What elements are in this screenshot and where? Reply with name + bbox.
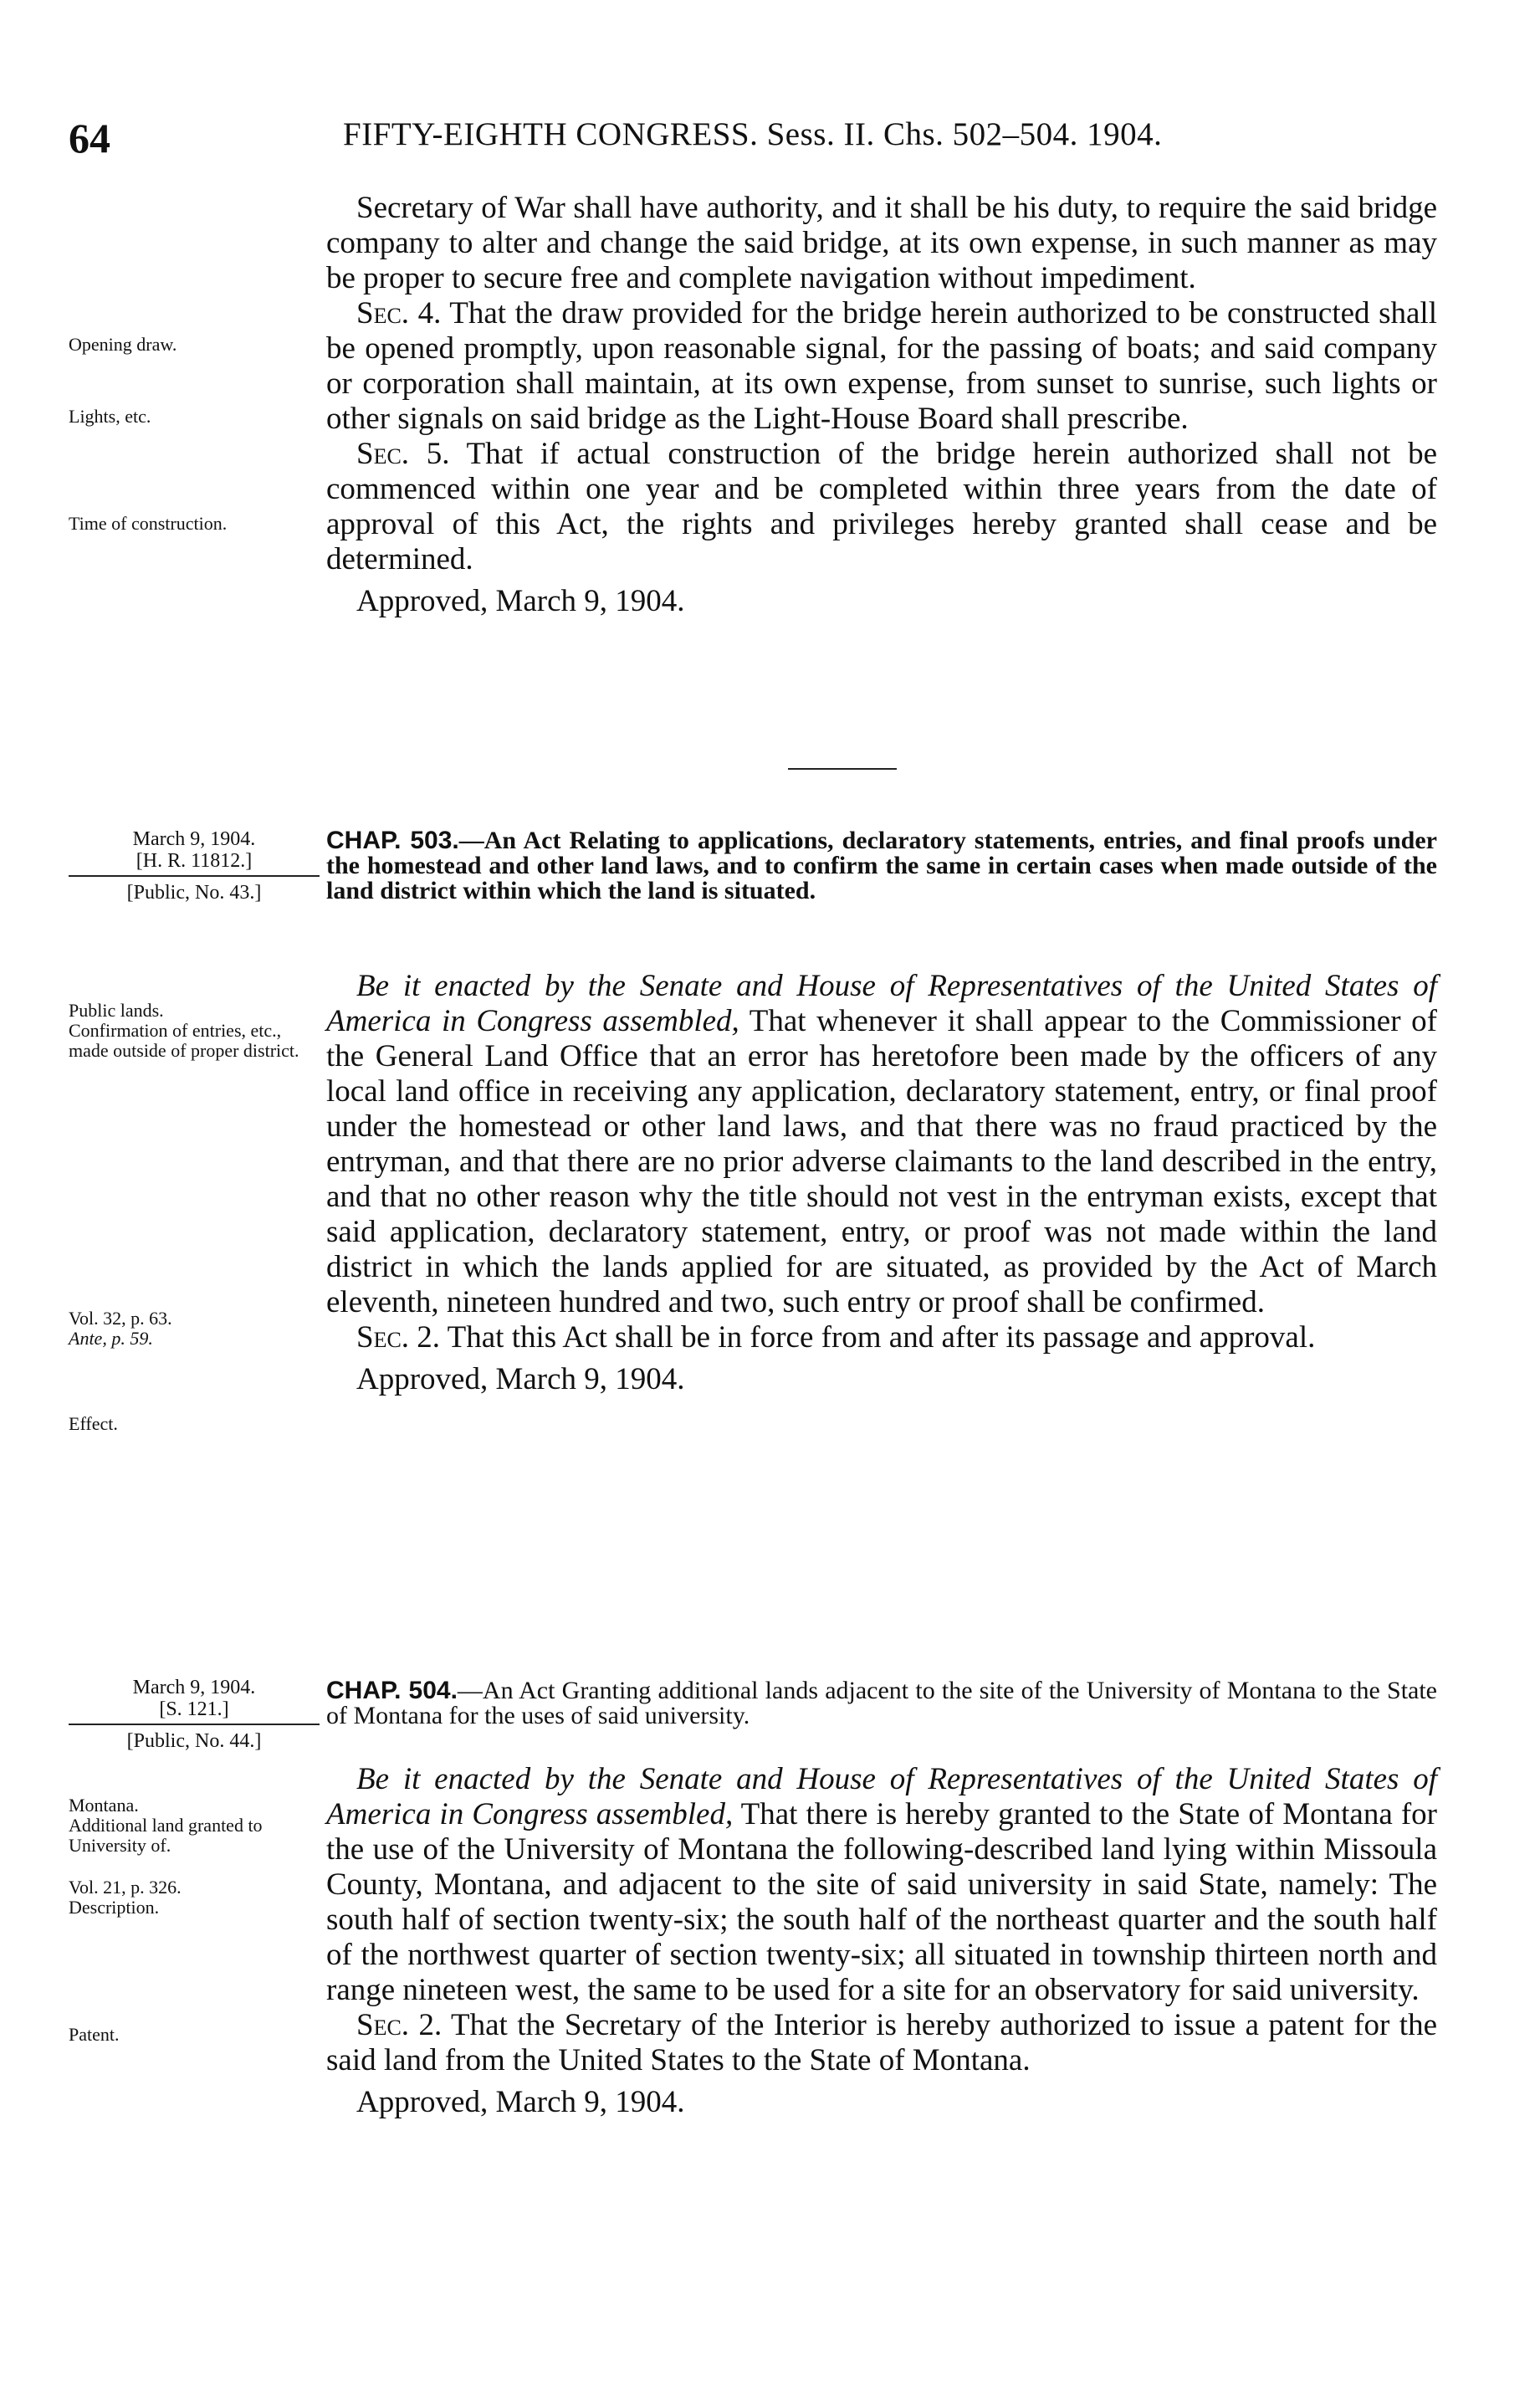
chap504-title: —An Act Granting additional lands adjacent to the site of the University of Montana to the State of Montana for the uses of said university.: [326, 1677, 1437, 1729]
chap504-bill: [S. 121.]: [159, 1698, 229, 1720]
margin-vol-21: Vol. 21, p. 326.: [69, 1877, 182, 1898]
chap504-sec2: [326, 2008, 1437, 2078]
chap504-date: March 9, 1904.: [132, 1677, 256, 1698]
chap503-label: CHAP. 503.: [326, 827, 459, 854]
chap502-sec5: [326, 437, 1437, 577]
chap502-continuation: Secretary of War shall have authority, and it shall be his duty, to require the said bridge company to alter and change the said bridge, at its own expense, in such manner as may be proper to secure free and complete navigation without impediment.: [326, 191, 1437, 295]
chap502-approved: Approved, March 9, 1904.: [356, 584, 685, 618]
running-head: FIFTY-EIGHTH CONGRESS. Sess. II. Chs. 502–504. 1904.: [343, 116, 1163, 152]
sec4-text: That the draw provided for the bridge herein authorized to be constructed shall be opened promptly, upon reasonable signal, for the passing of boats; and said company or corporation shall maintain, at its own expense, from sunset to sunrise, such lights or other signals on said bridge as the Light-House Board shall prescribe.: [326, 296, 1437, 436]
chap504-body: [326, 1762, 1437, 2120]
chap503-sec2: [326, 1320, 1437, 1355]
chap503-body: [326, 969, 1437, 1397]
chap504-sec1-text: That there is hereby granted to the State of Montana for the use of the University of Montana the following-described land lying within Missoula County, Montana, and adjacent to the site of said university in said State, namely: The south half of section twenty-six; the south half of the northeast quarter and the south half of the northwest quarter of section twenty-six; all situated in township thirteen north and range nineteen west, the same to be used for a site for an observatory for said university.: [326, 1797, 1437, 2007]
chap503-sec2-label: Sec. 2.: [356, 1320, 441, 1355]
sec5-text: That if actual construction of the bridge herein authorized shall not be commenced within one year and be completed within three years from the date of approval of this Act, the rights and privileges hereby granted shall cease and be determined.: [326, 437, 1437, 576]
chap504-ref-rule: [69, 1724, 320, 1725]
chap502-sec4: [326, 296, 1437, 437]
sec5-label: Sec. 5.: [356, 437, 450, 471]
margin-lights: Lights, etc.: [69, 406, 151, 427]
chap504-margin-ref: [69, 1677, 320, 1752]
chap504-approved: Approved, March 9, 1904.: [356, 2085, 685, 2119]
chap503-sec1-text: That whenever it shall appear to the Commissioner of the General Land Office that an error has heretofore been made by the officers of any local land office in receiving any application, declaratory statement, entry, or final proof under the homestead or other land laws, and that there was no fraud practiced by the entryman, and that there are no prior adverse claimants to the land described in the entry, and that no other reason why the title should not vest in the entryman exists, except that said application, declaratory statement, entry, or proof was not made within the land district in which the lands applied for are situated, as provided by the Act of March eleventh, nineteen hundred and two, such entry or proof shall be confirmed.: [326, 1004, 1437, 1319]
chap502-body: [326, 191, 1437, 619]
chap503-approved: Approved, March 9, 1904.: [356, 1362, 685, 1396]
margin-description: Description.: [69, 1897, 160, 1918]
chap503-sec1: [326, 969, 1437, 1320]
chap504-heading: [326, 1678, 1437, 1729]
chap503-enacting-clause: Be it enacted by the Senate and House of Representatives of the United States of America in Congress assembled,: [326, 969, 1437, 1038]
margin-vol-32: Vol. 32, p. 63.: [69, 1308, 172, 1329]
page-number: 64: [69, 115, 110, 161]
chap504-sec1: [326, 1762, 1437, 2008]
chap504-sec2-label: Sec. 2.: [356, 2008, 443, 2042]
chap504-public: [Public, No. 44.]: [126, 1730, 262, 1752]
chap504-enacting-clause: Be it enacted by the Senate and House of Representatives of the United States of America in Congress assembled,: [326, 1762, 1437, 1831]
chap503-ref-rule: [69, 875, 320, 877]
sec4-label: Sec. 4.: [356, 296, 442, 330]
chap503-margin-ref: [69, 828, 320, 904]
chap503-title: —An Act Relating to applications, declaratory statements, entries, and final proofs under the homestead and other land laws, and to confirm the same in certain cases when made outside of the land district within which the land is situated.: [326, 827, 1437, 904]
margin-ante: Ante, p. 59.: [69, 1328, 153, 1349]
chap503-public: [Public, No. 43.]: [126, 882, 262, 904]
margin-confirmation: Confirmation of entries, etc., made outside of proper district.: [69, 1020, 299, 1061]
chap503-date: March 9, 1904.: [132, 828, 256, 850]
margin-time-of-construction: Time of construction.: [69, 513, 228, 534]
chap504-sec2-text: That the Secretary of the Interior is hereby authorized to issue a patent for the said land from the United States to the State of Montana.: [326, 2008, 1438, 2077]
chap503-sec2-text: That this Act shall be in force from and after its passage and approval.: [447, 1320, 1316, 1355]
margin-public-lands: Public lands.: [69, 1000, 164, 1021]
margin-patent: Patent.: [69, 2024, 120, 2045]
margin-montana: Montana.: [69, 1795, 139, 1816]
chap503-heading: [326, 828, 1437, 904]
chap503-bill: [H. R. 11812.]: [136, 850, 253, 872]
margin-effect: Effect.: [69, 1413, 118, 1434]
chap504-label: CHAP. 504.: [326, 1677, 458, 1704]
margin-additional-land: Additional land granted to University of.: [69, 1815, 263, 1856]
margin-opening-draw: Opening draw.: [69, 334, 177, 355]
separator-rule: [788, 768, 897, 770]
